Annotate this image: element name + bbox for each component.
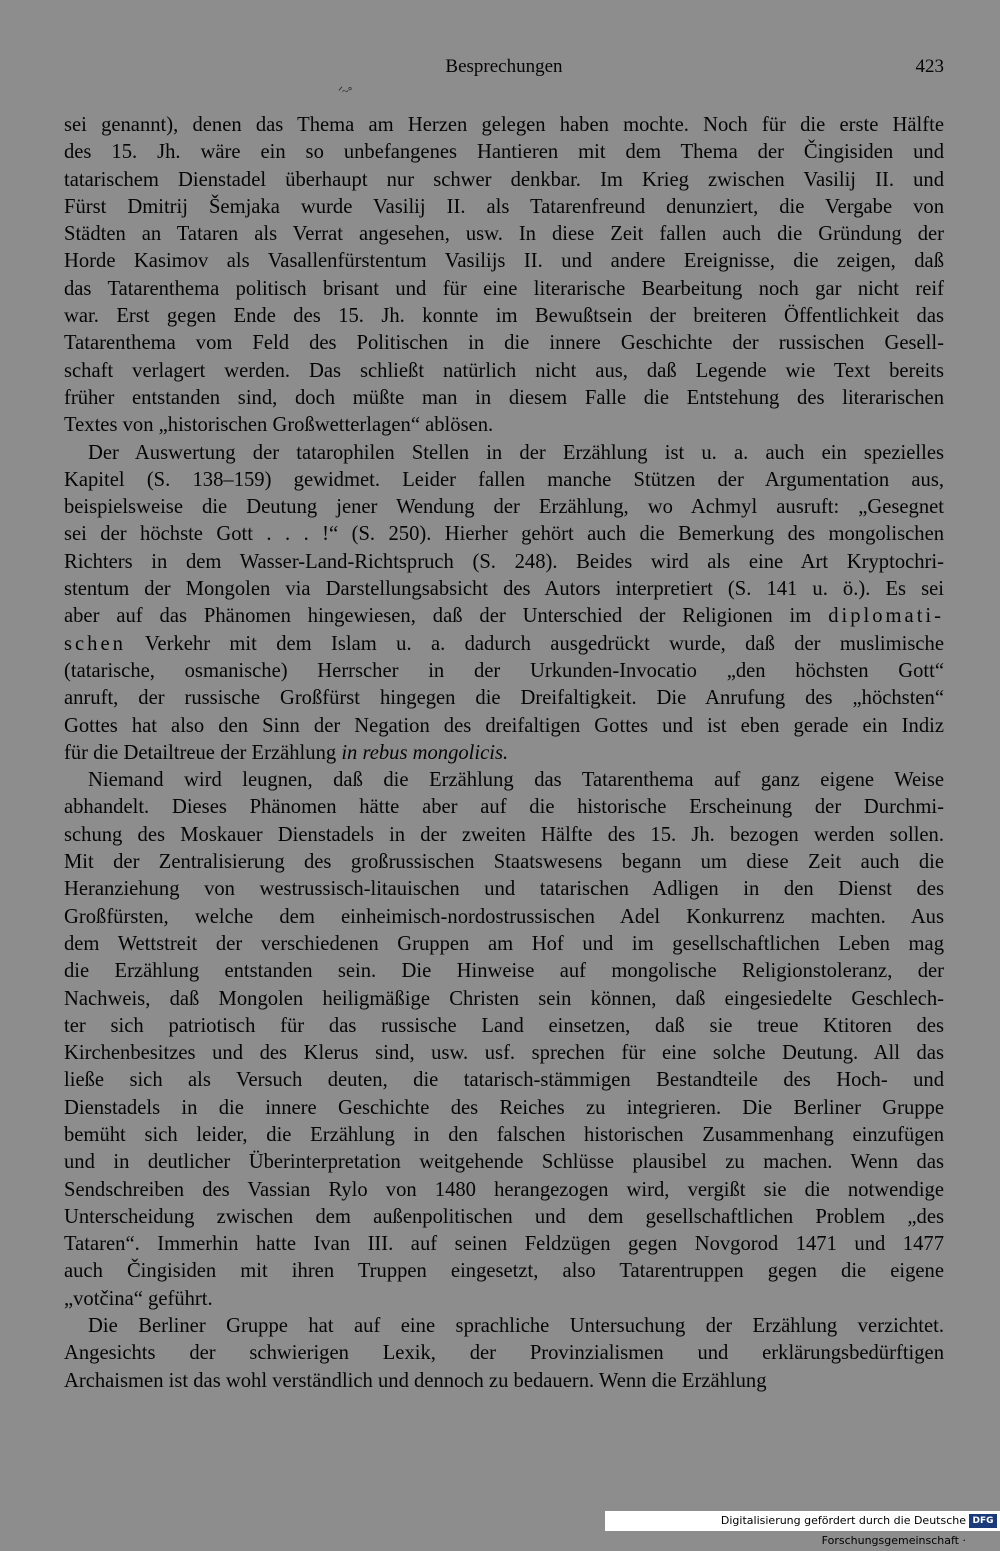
line-text: und in deutlicher Überinterpretation weitgehende Schlüsse plausibel zu machen. Wenn das [64, 1151, 944, 1174]
text-line [64, 904, 944, 931]
text-line [64, 1286, 944, 1313]
text-line [64, 849, 944, 876]
text-line [64, 1177, 944, 1204]
spaced-emphasis: schen [64, 632, 126, 655]
text-line [64, 167, 944, 194]
text-line [64, 467, 944, 494]
line-text: bemüht sich leider, die Erzählung in den falschen historischen Zusammenhang einzufügen [64, 1123, 944, 1146]
line-text: tatarischem Dienstadel überhaupt nur schwer denkbar. Im Krieg zwischen Vasilij II. und [64, 168, 944, 191]
line-text: Tataren“. Immerhin hatte Ivan III. auf seinen Feldzügen gegen Novgorod 1471 und 1477 [64, 1233, 944, 1256]
line-text: ter sich patriotisch für das russische Land einsetzen, daß sie treue Ktitoren des [64, 1014, 944, 1037]
text-line [64, 139, 944, 166]
line-text: Verkehr mit dem Islam u. a. dadurch ausgedrückt wurde, daß der muslimische [125, 632, 944, 655]
handwritten-mark: ᐟ~ᐤ [338, 84, 352, 98]
text-line [64, 303, 944, 330]
text-line [64, 740, 944, 767]
text-line [64, 1204, 944, 1231]
text-line [64, 1258, 944, 1285]
text-line [64, 767, 944, 794]
line-text: Niemand wird leugnen, daß die Erzählung das Tatarenthema auf ganz eigene Weise [88, 769, 944, 792]
text-line [64, 631, 944, 658]
line-text: auch Čingisiden mit ihren Truppen eingesetzt, also Tatarentruppen gegen die eigene [64, 1260, 944, 1283]
text-line [64, 1067, 944, 1094]
line-text: ließe sich als Versuch deuten, die tatarisch-stämmigen Bestandteile des Hoch- und [64, 1069, 944, 1092]
text-line [64, 440, 944, 467]
line-text: Städten an Tataren als Verrat angesehen, usw. In diese Zeit fallen auch die Gründung der [64, 223, 944, 246]
line-text: Horde Kasimov als Vasallenfürstentum Vasilijs II. und andere Ereignisse, die zeigen, daß [64, 250, 944, 273]
text-line [64, 1368, 944, 1395]
text-line [64, 412, 944, 439]
page-number: 423 [915, 56, 944, 77]
text-line [64, 822, 944, 849]
line-text: für die Detailtreue der Erzählung [64, 741, 342, 764]
paragraph-1 [64, 112, 944, 440]
text-line [64, 958, 944, 985]
text-line [64, 221, 944, 248]
line-text: die Erzählung entstanden sein. Die Hinweise auf mongolische Religionstoleranz, der [64, 960, 944, 983]
line-text: Richters in dem Wasser-Land-Richtspruch (S. 248). Beides wird als eine Art Kryptochri- [64, 550, 944, 573]
text-line [64, 603, 944, 630]
text-line [64, 713, 944, 740]
running-header [64, 52, 944, 82]
text-line [64, 876, 944, 903]
text-line [64, 1122, 944, 1149]
text-line [64, 521, 944, 548]
line-text: Sendschreiben des Vassian Rylo von 1480 herangezogen wird, vergißt sie die notwendige [64, 1178, 944, 1201]
footer-text: Digitalisierung gefördert durch die Deutsche Forschungsgemeinschaft · [720, 1514, 966, 1547]
paragraph-4 [64, 1313, 944, 1395]
text-line [64, 576, 944, 603]
line-text: aber auf das Phänomen hingewiesen, daß der Unterschied der Religionen im [64, 605, 829, 628]
text-line [64, 931, 944, 958]
line-text: Gottes hat also den Sinn der Negation des dreifaltigen Gottes und ist eben gerade ein Indiz [64, 714, 944, 737]
line-text: Der Auswertung der tatarophilen Stellen in der Erzählung ist u. a. auch ein spezielles [88, 441, 944, 464]
text-line [64, 330, 944, 357]
text-line [64, 658, 944, 685]
paragraph-2 [64, 440, 944, 768]
line-text: „votčina“ geführt. [64, 1287, 213, 1310]
text-line [64, 276, 944, 303]
line-text: war. Erst gegen Ende des 15. Jh. konnte im Bewußtsein der breiteren Öffentlichkeit das [64, 305, 944, 328]
line-text: Unterscheidung zwischen dem außenpolitischen und dem gesellschaftlichen Problem „des [64, 1205, 944, 1228]
text-line [64, 358, 944, 385]
line-text: Archaismen ist das wohl verständlich und dennoch zu bedauern. Wenn die Erzählung [64, 1369, 767, 1392]
line-text: schung des Moskauer Dienstadels in der zweiten Hälfte des 15. Jh. bezogen werden sollen. [64, 823, 944, 846]
line-text: schaft verlagert werden. Das schließt natürlich nicht aus, daß Legende wie Text bereits [64, 359, 944, 382]
line-text: anruft, der russische Großfürst hingegen die Dreifaltigkeit. Die Anrufung des „höchsten“ [64, 687, 944, 710]
text-line [64, 549, 944, 576]
text-line [64, 248, 944, 275]
text-line [64, 986, 944, 1013]
text-line [64, 1340, 944, 1367]
line-text: Mit der Zentralisierung des großrussischen Staatswesens begann um diese Zeit auch die [64, 851, 944, 874]
text-line [64, 1013, 944, 1040]
line-text: Nachweis, daß Mongolen heiligmäßige Christen sein können, daß eingesiedelte Geschlech- [64, 987, 944, 1010]
line-text: abhandelt. Dieses Phänomen hätte aber auf die historische Erscheinung der Durchmi- [64, 796, 944, 819]
line-text: Kirchenbesitzes und des Klerus sind, usw. usf. sprechen für eine solche Deutung. All das [64, 1042, 944, 1065]
line-text: (tatarische, osmanische) Herrscher in der Urkunden-Invocatio „den höchsten Gott“ [64, 659, 944, 682]
line-text: das Tatarenthema politisch brisant und für eine literarische Bearbeitung noch gar nicht reif [64, 277, 944, 300]
line-text: Heranziehung von westrussisch-litauischen und tatarischen Adligen in den Dienst des [64, 878, 944, 901]
dfg-logo: DFG [969, 1514, 997, 1528]
line-text: Angesichts der schwierigen Lexik, der Provinzialismen und erklärungsbedürftigen [64, 1342, 944, 1365]
text-line [64, 1040, 944, 1067]
text-line [64, 1231, 944, 1258]
digitization-footer [605, 1511, 1000, 1547]
text-line [64, 1313, 944, 1340]
line-text: Fürst Dmitrij Šemjaka wurde Vasilij II. als Tatarenfreund denunziert, die Vergabe von [64, 195, 944, 218]
text-line [64, 685, 944, 712]
line-text: dem Wettstreit der verschiedenen Gruppen am Hof und im gesellschaftlichen Leben mag [64, 932, 944, 955]
header-title: Besprechungen [445, 56, 563, 77]
line-text: beispielsweise die Deutung jener Wendung der Erzählung, wo Achmyl ausruft: „Gesegnet [64, 496, 944, 519]
text-line [64, 385, 944, 412]
line-text: früher entstanden sind, doch müßte man in diesem Falle die Entstehung des literarischen [64, 386, 944, 409]
line-text: Großfürsten, welche dem einheimisch-nordostrussischen Adel Konkurrenz machten. Aus [64, 905, 944, 928]
text-line [64, 794, 944, 821]
italic-phrase: in rebus mongolicis. [341, 741, 509, 764]
text-line [64, 1095, 944, 1122]
text-line [64, 112, 944, 139]
line-text: Dienstadels in die innere Geschichte des Reiches zu integrieren. Die Berliner Gruppe [64, 1096, 944, 1119]
line-text: Textes von „historischen Großwetterlagen“ ablösen. [64, 414, 494, 437]
line-text: Tatarenthema vom Feld des Politischen in die innere Geschichte der russischen Gesell- [64, 332, 944, 355]
text-line [64, 494, 944, 521]
paragraph-3 [64, 767, 944, 1313]
line-text: des 15. Jh. wäre ein so unbefangenes Hantieren mit dem Thema der Čingisiden und [64, 141, 944, 164]
line-text: stentum der Mongolen via Darstellungsabsicht des Autors interpretiert (S. 141 u. ö.). Es sei [64, 578, 944, 601]
line-text: sei genannt), denen das Thema am Herzen gelegen haben mochte. Noch für die erste Hälfte [64, 114, 944, 136]
line-text: Kapitel (S. 138–159) gewidmet. Leider fallen manche Stützen der Argumentation aus, [64, 468, 944, 491]
text-line [64, 1149, 944, 1176]
line-text: Die Berliner Gruppe hat auf eine sprachliche Untersuchung der Erzählung verzichtet. [88, 1315, 944, 1338]
spaced-emphasis: diplomati- [828, 605, 944, 628]
body-text [64, 112, 944, 1395]
line-text: sei der höchste Gott . . . !“ (S. 250). Hierher gehört auch die Bemerkung des mongolischen [64, 523, 944, 546]
text-line [64, 194, 944, 221]
